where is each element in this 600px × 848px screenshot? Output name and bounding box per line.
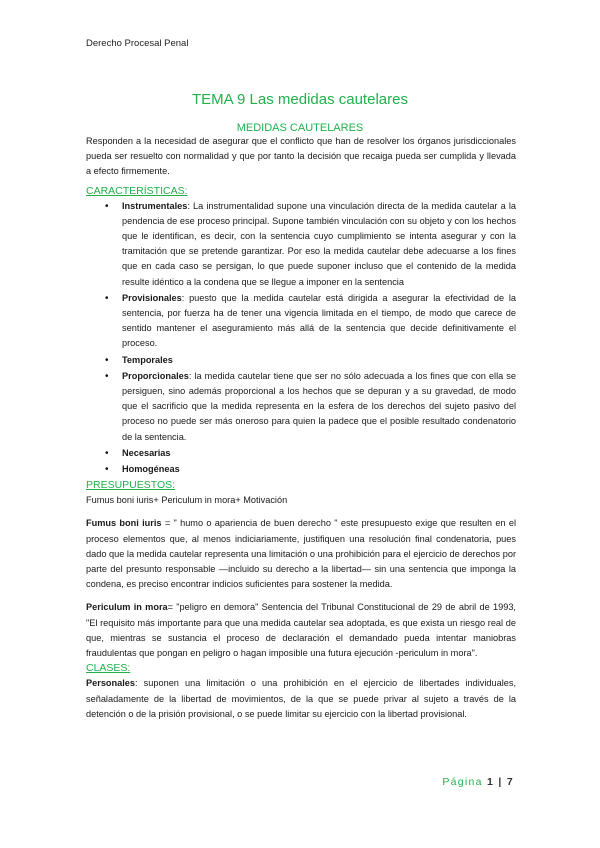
term: Homogéneas xyxy=(122,464,180,475)
term: Fumus boni iuris xyxy=(86,518,162,529)
list-item xyxy=(122,369,516,445)
definition: : suponen una limitación o una prohibición en el ejercicio de libertades individuales, señaladamente de la libertad de movimientos, de la que se puede privar al sujeto a través de la detención o de la prisión provisional, o se puede limitar su ejercicio con la libertad provisional. xyxy=(86,678,516,719)
periculum-paragraph xyxy=(86,600,516,661)
term: Periculum in mora xyxy=(86,602,168,613)
chapter-title: TEMA 9 Las medidas cautelares xyxy=(192,91,408,108)
presupuestos-formula: Fumus boni iuris+ Periculum in mora+ Motivación xyxy=(86,495,288,506)
list-item xyxy=(122,199,516,290)
page-separator: | xyxy=(498,776,503,788)
term: Instrumentales xyxy=(122,200,188,211)
list-item xyxy=(122,462,516,477)
definition: = " humo o apariencia de buen derecho " este presupuesto exige que resulten en el proceso elementos que, al menos indiciariamente, justifiquen una resolución final condenatoria, pues dado que la medida cautelar representa una limitación o una prohibición para el ejercicio de derechos por parte del presunto responsable —incluido su derecho a la libertad— sin una sentencia que imponga la condena, es preciso encontrar indicios suficientes para sostener la medida. xyxy=(86,518,516,590)
heading-presupuestos: PRESUPUESTOS: xyxy=(86,479,176,492)
definition: : la medida cautelar tiene que ser no sólo adecuada a los fines que con ella se persiguen, sino además proporcional a los hechos que se depuran y a su gravedad, de modo que el sacrificio que la medida representa en la esfera de los derechos del sujeto pasivo del proceso no puede ser más oneroso para quien la padece que el posible resultado condenatorio de la sentencia. xyxy=(122,370,516,442)
list-item xyxy=(122,291,516,352)
clases-paragraph xyxy=(86,676,516,722)
intro-paragraph: Responden a la necesidad de asegurar que el conflicto que han de resolver los órganos jurisdiccionales pueda ser resuelto con normalidad y que por tanto la decisión que recaiga pueda ser cumplida y llevada a efecto firmemente. xyxy=(86,136,516,177)
list-item xyxy=(122,446,516,461)
heading-caracteristicas: CARACTERÍSTICAS: xyxy=(86,184,188,197)
definition: : La instrumentalidad supone una vinculación directa de la medida cautelar a la pendencia de ese proceso principal. Supone también vinculación con su objeto y con los hechos que le identifican, es decir, con la sentencia cuyo cumplimiento se intenta asegurar y con la tramitación que se pretende garantizar. Por eso la medida cautelar debe adecuarse a los fines que en cada caso se persigan, lo que puede suponer incluso que el contenido de la medida resulte idéntico a la condena que se llegue a imponer en la sentencia xyxy=(122,200,516,287)
caracteristicas-list xyxy=(86,199,516,478)
term: Personales xyxy=(86,678,136,689)
term: Temporales xyxy=(122,354,173,365)
body-content xyxy=(86,134,516,722)
page-total: 7 xyxy=(506,776,514,788)
page-label: Página xyxy=(442,776,483,788)
term: Necesarias xyxy=(122,447,171,458)
list-item xyxy=(122,353,516,368)
running-header: Derecho Procesal Penal xyxy=(86,38,189,49)
heading-clases: CLASES: xyxy=(86,662,131,675)
term: Proporcionales xyxy=(122,370,189,381)
section-subtitle: MEDIDAS CAUTELARES xyxy=(236,122,364,134)
page-footer xyxy=(442,776,514,788)
fumus-paragraph xyxy=(86,516,516,592)
definition: : puesto que la medida cautelar está dirigida a asegurar la efectividad de la sentencia, por fuerza ha de tener una vigencia limitada en el tiempo, de modo que carece de sentido mantener el aseguramiento más allá de la sentencia que decide definitivamente el proceso. xyxy=(122,292,516,349)
definition: = "peligro en demora" Sentencia del Tribunal Constitucional de 29 de abril de 1993, "El requisito más importante para que una medida cautelar sea adoptada, es que exista un riesgo real de que, mientras se sustancia el proceso de declaración el demandado pueda intentar maniobras fraudulentas que pongan en peligro o hagan imposible una futura ejecución -periculum in mora". xyxy=(86,602,516,659)
page-number: 1 xyxy=(487,776,495,788)
term: Provisionales xyxy=(122,292,182,303)
